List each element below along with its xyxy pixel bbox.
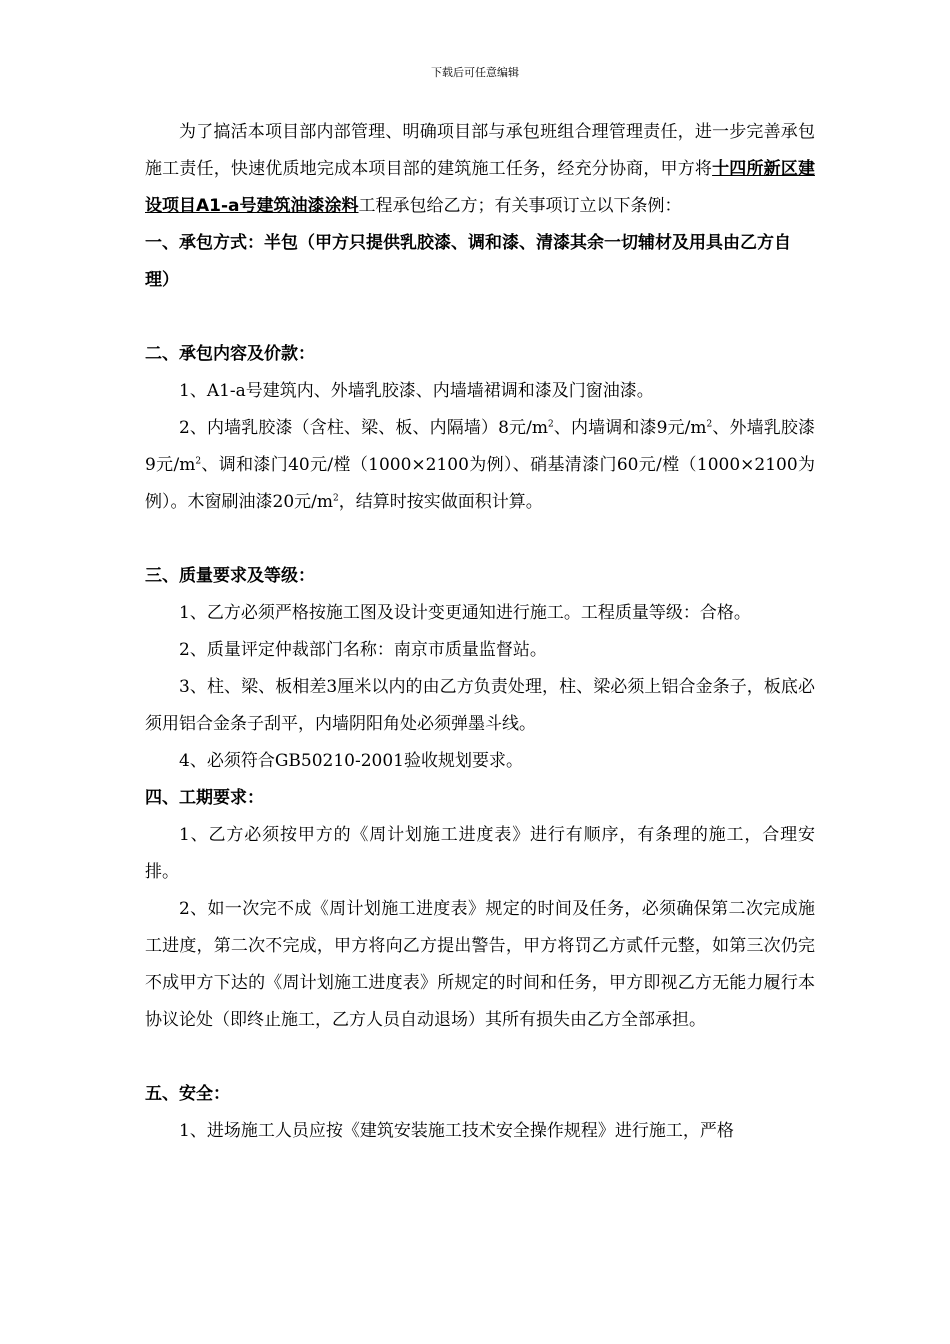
section-2-item-2: 2、内墙乳胶漆（含柱、梁、板、内隔墙）8元$/m^2$、内墙调和漆9元$/m^2$、外墙乳胶漆9元$/m^2$、调和漆门40元/樘（1000×2100为例）、硝基清漆门60元/樘（1000×2100为例）。木窗刷油漆20元$/m^2$，结算时按实做面积计算。 [145,418,815,512]
section-3-heading: 三、质量要求及等级： [145,566,315,586]
section-2-heading: 二、承包内容及价款： [145,344,315,364]
section-4-heading: 四、工期要求： [145,788,264,808]
page-header: 下载后可任意编辑 [431,66,519,79]
intro-text-2: 工程承包给乙方；有关事项订立以下条例： [358,196,682,216]
section-3-item-3: 3、柱、梁、板相差3厘米以内的由乙方负责处理，柱、梁必须上铝合金条子，板底必须用铝合金条子刮平，内墙阴阳角处必须弹墨斗线。 [145,677,815,734]
spacer [145,521,815,558]
section-5-heading: 五、安全： [145,1084,230,1104]
section-1-heading: 一、承包方式：半包（甲方只提供乳胶漆、调和漆、清漆其余一切辅材及用具由乙方自理） [145,233,791,290]
section-4-item-1: 1、乙方必须按甲方的《周计划施工进度表》进行有顺序，有条理的施工，合理安排。 [145,825,815,882]
section-3-item-1: 1、乙方必须严格按施工图及设计变更通知进行施工。工程质量等级：合格。 [179,603,751,623]
section-2-item-1: 1、A1-a号建筑内、外墙乳胶漆、内墙墙裙调和漆及门窗油漆。 [179,381,654,401]
section-3-item-4: 4、必须符合GB50210-2001验收规划要求。 [179,751,523,771]
spacer [145,299,815,336]
document-body [145,114,815,1150]
intro-text-1: 为了搞活本项目部内部管理、明确项目部与承包班组合理管理责任，进一步完善承包施工责任，快速优质地完成本项目部的建筑施工任务，经充分协商，甲方将 [145,122,815,179]
section-4-item-2: 2、如一次完不成《周计划施工进度表》规定的时间及任务，必须确保第二次完成施工进度，第二次不完成，甲方将向乙方提出警告，甲方将罚乙方贰仟元整，如第三次仍完不成甲方下达的《周计划施工进度表》所规定的时间和任务，甲方即视乙方无能力履行本协议论处（即终止施工，乙方人员自动退场）其所有损失由乙方全部承担。 [145,899,815,1030]
intro-paragraph [145,114,815,225]
spacer [145,1039,815,1076]
project-name: 十四所新区建设项目A1-a号建筑油漆涂料 [145,159,815,216]
section-3-item-2: 2、质量评定仲裁部门名称：南京市质量监督站。 [179,640,547,660]
section-5-item-1: 1、进场施工人员应按《建筑安装施工技术安全操作规程》进行施工，严格 [179,1121,734,1141]
